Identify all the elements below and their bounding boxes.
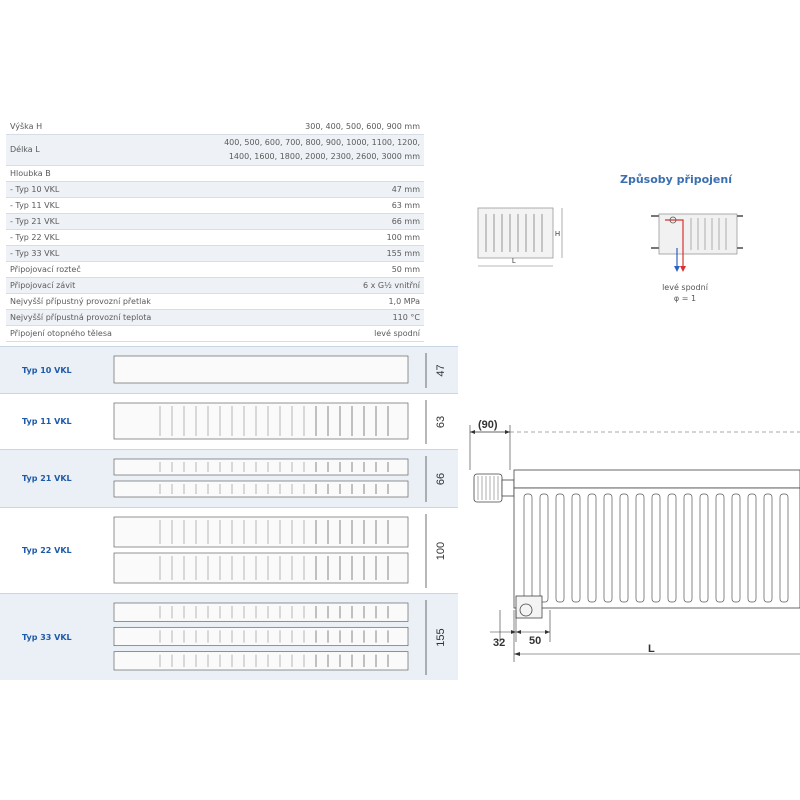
spec-label: - Typ 10 VKL (6, 182, 183, 198)
spec-label: Připojovací závit (6, 278, 183, 294)
spec-label: Hloubka B (6, 166, 183, 182)
radiator-fin (748, 494, 756, 602)
spec-label: Nejvyšší přípustná provozní teplota (6, 310, 183, 326)
cross-section-sketch (100, 347, 450, 394)
front-view-drawing (460, 410, 800, 670)
type-label: Typ 11 VKL (22, 417, 72, 426)
cross-section-sketch (100, 450, 450, 508)
radiator-fin (732, 494, 740, 602)
type-label: Typ 22 VKL (22, 546, 72, 555)
type-label: Typ 21 VKL (22, 474, 72, 483)
cross-section-sketch (100, 394, 450, 450)
type-label: Typ 10 VKL (22, 365, 72, 375)
type-band (0, 593, 458, 681)
cross-section-sketch (100, 594, 450, 681)
dim-l-label: L (648, 643, 655, 655)
spec-label: - Typ 11 VKL (6, 198, 183, 214)
spec-value: 63 mm (183, 198, 424, 214)
spec-value: 47 mm (183, 182, 424, 198)
spec-value: levé spodní (183, 326, 424, 342)
spec-label: - Typ 33 VKL (6, 246, 183, 262)
spec-value-line2: 1400, 1600, 1800, 2000, 2300, 2600, 3000 mm (228, 152, 420, 161)
types-panel (0, 346, 458, 680)
spec-row (6, 198, 424, 214)
spec-value-line1: 400, 500, 600, 700, 800, 900, 1000, 1100, 1200, (224, 138, 420, 147)
depth-dimension-label: 100 (435, 541, 447, 561)
spec-row (6, 278, 424, 294)
radiator-fin (652, 494, 660, 602)
spec-row (6, 294, 424, 310)
radiator-fin (524, 494, 532, 602)
connection-caption (640, 282, 730, 304)
spec-label: - Typ 22 VKL (6, 230, 183, 246)
radiator-fin (780, 494, 788, 602)
type-label: Typ 33 VKL (22, 632, 72, 642)
spec-label: - Typ 21 VKL (6, 214, 183, 230)
radiator-fin (684, 494, 692, 602)
dim-32-label: 32 (493, 637, 506, 649)
radiator-fin (556, 494, 564, 602)
type-band (0, 346, 458, 394)
spec-label: Nejvyšší přípustný provozní přetlak (6, 294, 183, 310)
radiator-fin (540, 494, 548, 602)
spec-value: 6 x G½ vnitřní (183, 278, 424, 294)
radiator-fin (764, 494, 772, 602)
spec-label: Výška H (6, 119, 183, 135)
radiator-fin (620, 494, 628, 602)
radiator-fin (700, 494, 708, 602)
connection-caption-line1: levé spodní (662, 283, 708, 292)
spec-value: 110 °C (183, 310, 424, 326)
spec-row (6, 182, 424, 198)
radiator-fin (572, 494, 580, 602)
spec-value: 155 mm (183, 246, 424, 262)
spec-row (6, 214, 424, 230)
dim-90-label: (90) (478, 419, 498, 431)
spec-row (6, 310, 424, 326)
spec-row (6, 262, 424, 278)
radiator-fin (716, 494, 724, 602)
spec-label: Délka L (6, 135, 183, 166)
radiator-fin (636, 494, 644, 602)
type-band (0, 507, 458, 594)
type-band (0, 393, 458, 450)
spec-value (183, 166, 424, 182)
spec-label: Připojovací rozteč (6, 262, 183, 278)
connection-caption-line2: φ = 1 (673, 294, 697, 303)
dim-50-label: 50 (529, 635, 542, 647)
spec-value: 300, 400, 500, 600, 900 mm (183, 119, 424, 135)
depth-dimension-label: 155 (435, 628, 447, 647)
depth-dimension-label: 47 (435, 364, 447, 377)
panel-outline (114, 356, 408, 383)
spec-value (183, 135, 424, 166)
radiator-fin (588, 494, 596, 602)
depth-dimension-label: 66 (435, 472, 447, 486)
spec-row (6, 135, 424, 166)
spec-value: 66 mm (183, 214, 424, 230)
l-label: L (512, 258, 516, 265)
radiator-fin (668, 494, 676, 602)
connection-title: Způsoby připojení (620, 173, 732, 186)
spec-value: 50 mm (183, 262, 424, 278)
connection-diagram (645, 208, 745, 278)
radiator-dimension-sketch (470, 200, 580, 275)
h-label: H (555, 231, 561, 238)
spec-row (6, 326, 424, 342)
type-band (0, 449, 458, 508)
spec-row (6, 166, 424, 182)
spec-row (6, 230, 424, 246)
spec-value: 100 mm (183, 230, 424, 246)
cross-section-sketch (100, 508, 450, 594)
depth-dimension-label: 63 (435, 415, 447, 429)
spec-value: 1,0 MPa (183, 294, 424, 310)
spec-table (6, 119, 424, 342)
radiator-fin (604, 494, 612, 602)
spec-row (6, 246, 424, 262)
spec-label: Připojení otopného tělesa (6, 326, 183, 342)
spec-row (6, 119, 424, 135)
